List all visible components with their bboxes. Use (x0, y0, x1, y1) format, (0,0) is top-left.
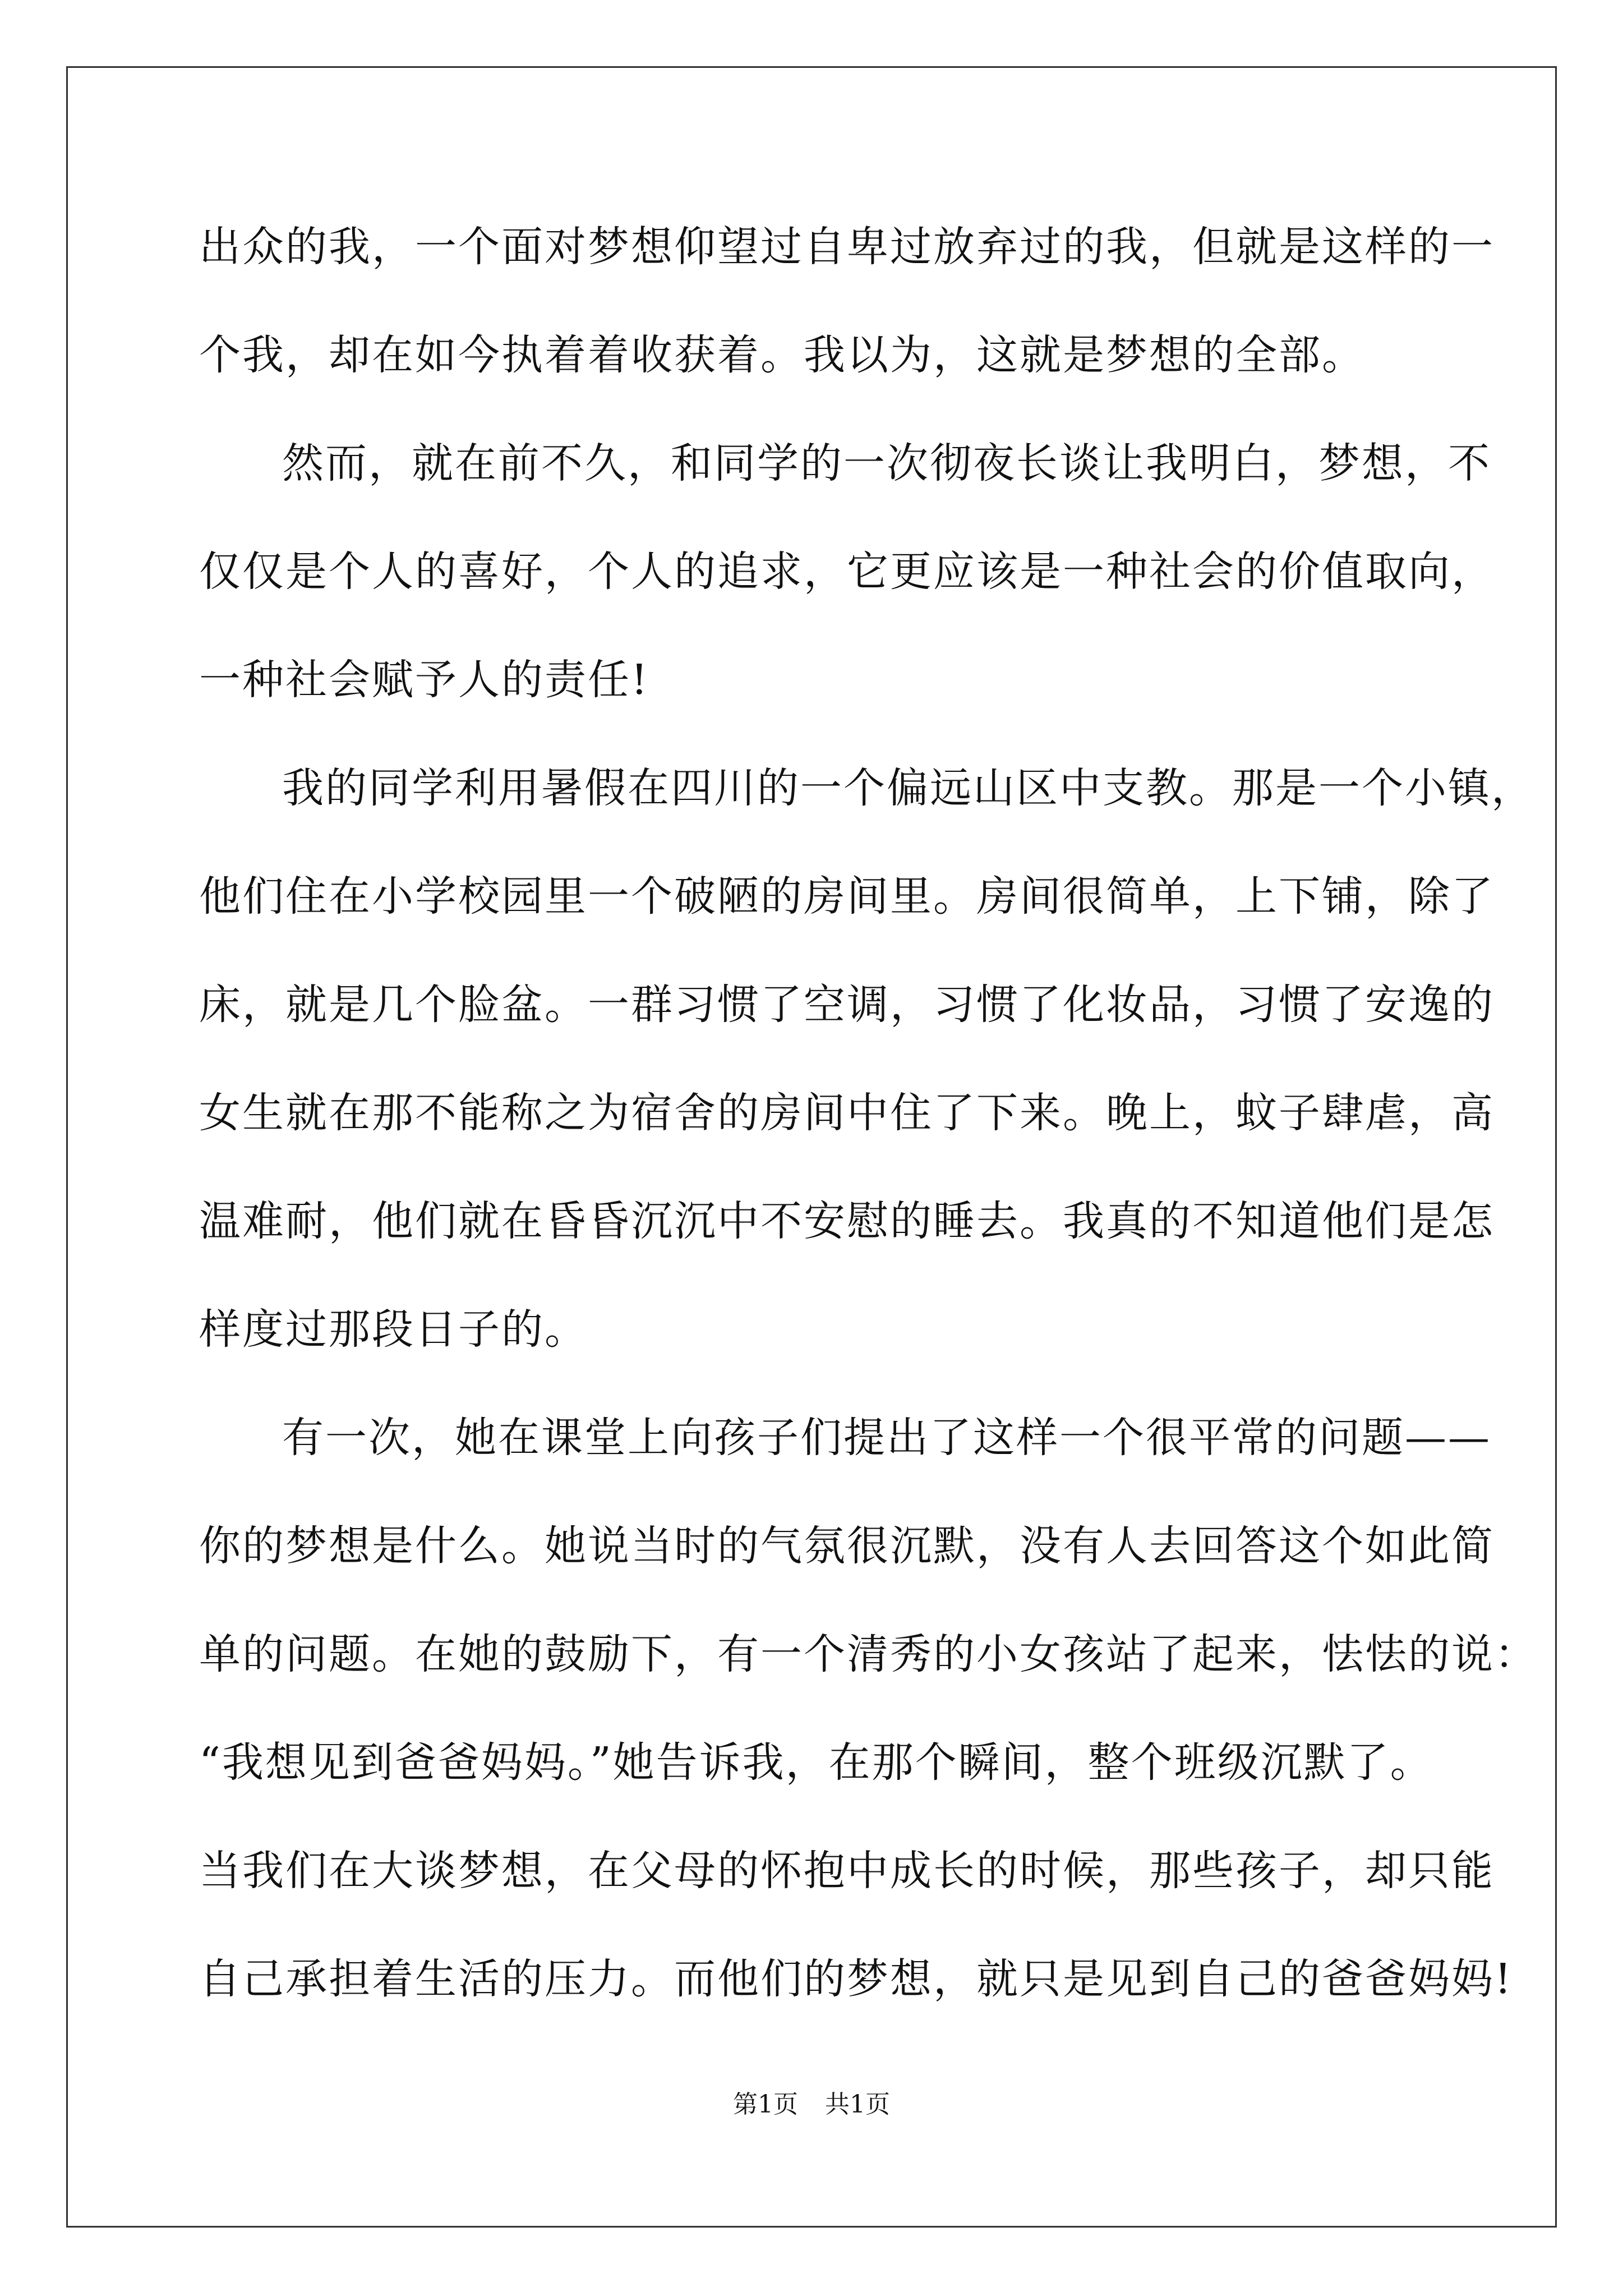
text-line: 自己承担着生活的压力。而他们的梦想，就只是见到自己的爸爸妈妈! (199, 1955, 1513, 2003)
text-line: 当我们在大谈梦想，在父母的怀抱中成长的时候，那些孩子，却只能 (199, 1847, 1495, 1895)
text-line: 他们住在小学校园里一个破陋的房间里。房间很简单，上下铺，除了 (199, 872, 1495, 921)
text-line: 仅仅是个人的喜好，个人的追求，它更应该是一种社会的价值取向， (199, 547, 1495, 596)
page-number: 第1页 (733, 2090, 798, 2119)
text-line: 床，就是几个脸盆。一群习惯了空调，习惯了化妆品，习惯了安逸的 (199, 981, 1495, 1029)
paragraph-start-line: 我的同学利用暑假在四川的一个偏远山区中支教。那是一个小镇， (282, 764, 1534, 812)
page-total: 共1页 (825, 2090, 890, 2119)
text-line: 女生就在那不能称之为宿舍的房间中住了下来。晚上，蚊子肆虐，高 (199, 1089, 1495, 1137)
text-line: 个我，却在如今执着着收获着。我以为，这就是梦想的全部。 (199, 331, 1365, 379)
text-line: 你的梦想是什么。她说当时的气氛很沉默，没有人去回答这个如此简 (199, 1522, 1495, 1570)
text-line: 出众的我，一个面对梦想仰望过自卑过放弃过的我，但就是这样的一 (199, 223, 1495, 271)
document-body (199, 216, 1538, 2056)
text-line: 单的问题。在她的鼓励下，有一个清秀的小女孩站了起来，怯怯的说： (199, 1630, 1538, 1678)
paragraph-start-line: 然而，就在前不久，和同学的一次彻夜长谈让我明白，梦想，不 (282, 439, 1491, 487)
page-footer (0, 2088, 1623, 2122)
text-line: 一种社会赋予人的责任! (199, 656, 649, 704)
paragraph-start-line: 有一次，她在课堂上向孩子们提出了这样一个很平常的问题—— (282, 1414, 1491, 1462)
text-line: 样度过那段日子的。 (199, 1305, 588, 1354)
text-line: 温难耐，他们就在昏昏沉沉中不安慰的睡去。我真的不知道他们是怎 (199, 1197, 1495, 1245)
text-line: “我想见到爸爸妈妈。”她告诉我，在那个瞬间，整个班级沉默了。 (199, 1738, 1433, 1787)
